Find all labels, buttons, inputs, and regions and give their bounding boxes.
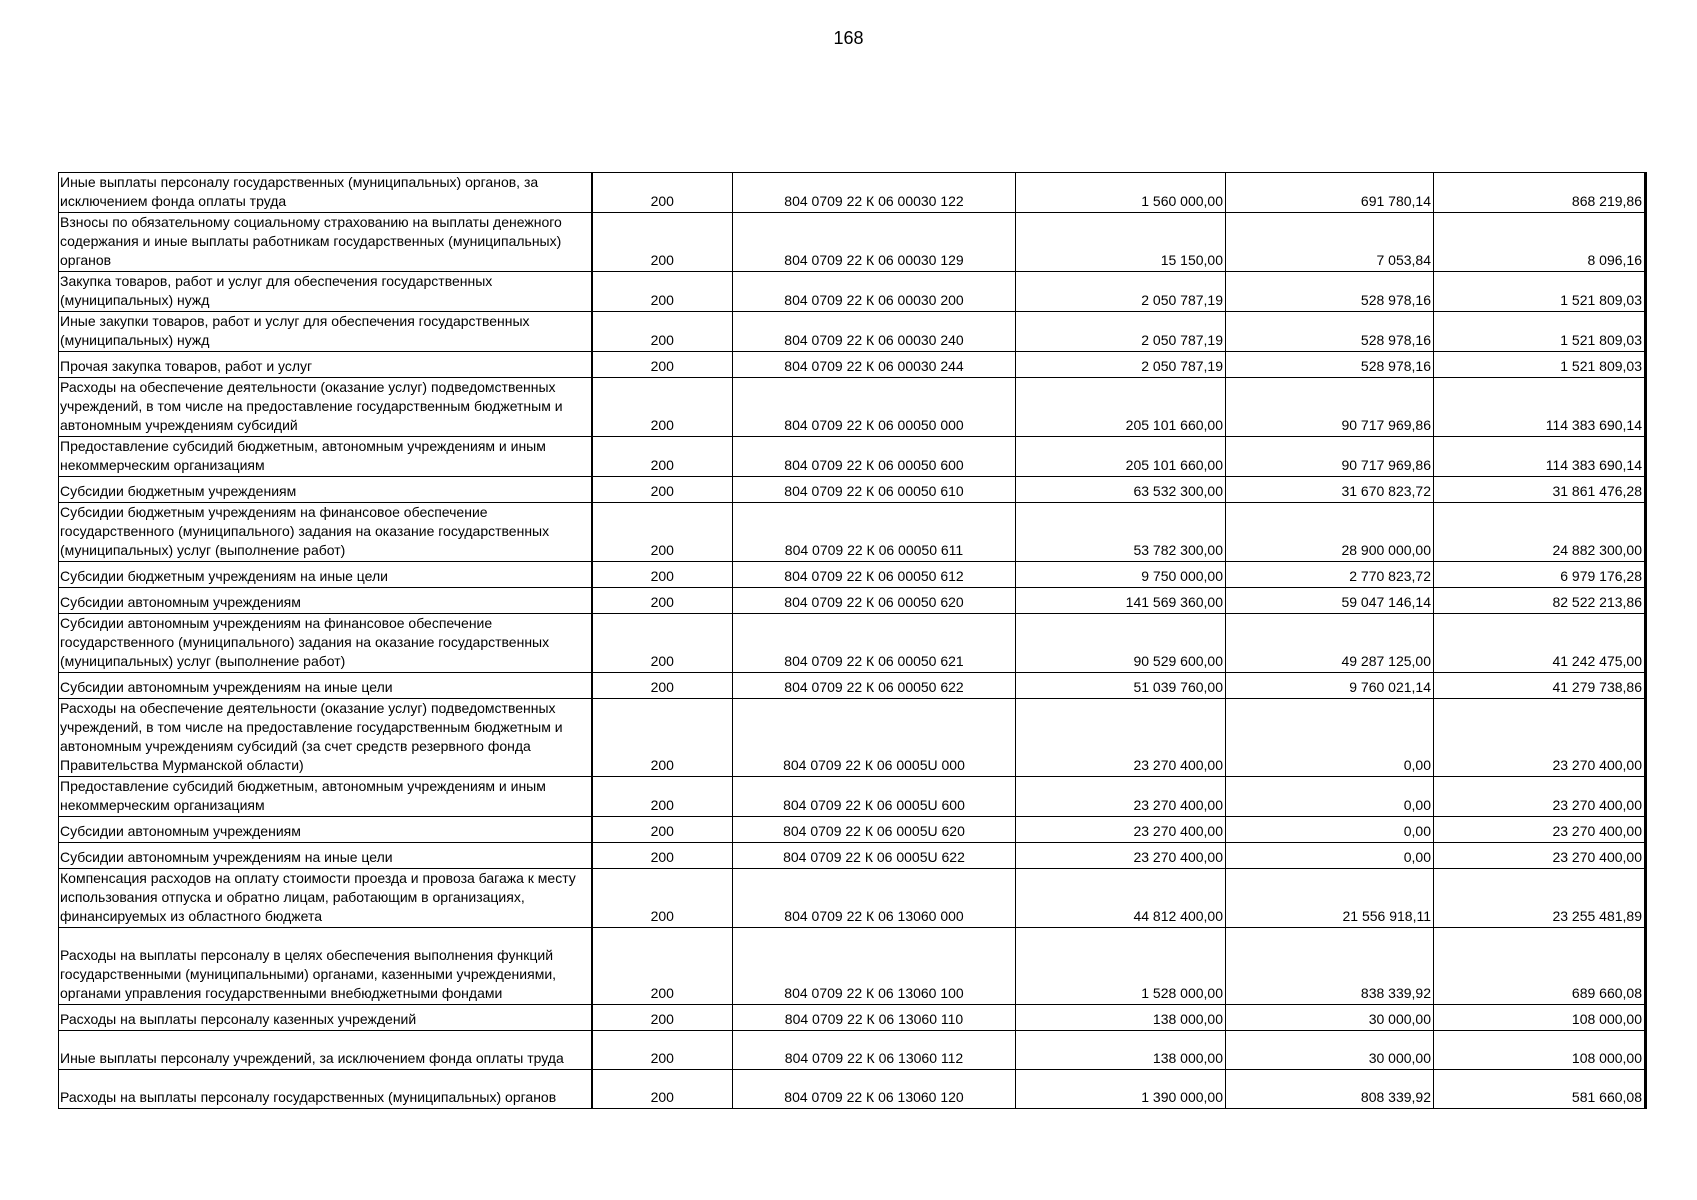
row-remaining-amount-cell: 6 979 176,28 (1434, 562, 1646, 588)
table-row (59, 614, 1646, 673)
row-executed-amount-cell: 528 978,16 (1226, 272, 1434, 312)
row-code-cell: 200 (592, 1031, 733, 1070)
row-approved-amount-cell: 2 050 787,19 (1016, 312, 1226, 352)
row-name-cell: Субсидии автономным учреждениям (59, 588, 592, 614)
row-remaining-amount-cell: 1 521 809,03 (1434, 272, 1646, 312)
row-executed-amount-cell: 0,00 (1226, 699, 1434, 777)
table-row (59, 699, 1646, 777)
row-approved-amount-cell: 44 812 400,00 (1016, 869, 1226, 928)
row-code-cell: 200 (592, 1005, 733, 1031)
row-code-cell: 200 (592, 503, 733, 562)
row-remaining-amount-cell: 114 383 690,14 (1434, 437, 1646, 477)
row-classification-code-cell: 804 0709 22 К 06 00030 200 (733, 272, 1016, 312)
row-name-cell: Компенсация расходов на оплату стоимости проезда и провоза багажа к месту использования отпуска и обратно лицам, работающим в организациях, финансируемых из областного бюджета (59, 869, 592, 928)
row-code-cell: 200 (592, 352, 733, 378)
row-executed-amount-cell: 59 047 146,14 (1226, 588, 1434, 614)
row-classification-code-cell: 804 0709 22 К 06 00050 620 (733, 588, 1016, 614)
row-classification-code-cell: 804 0709 22 К 06 00050 611 (733, 503, 1016, 562)
row-approved-amount-cell: 1 528 000,00 (1016, 928, 1226, 1005)
row-remaining-amount-cell: 581 660,08 (1434, 1070, 1646, 1109)
row-name-cell: Субсидии автономным учреждениям на иные цели (59, 843, 592, 869)
row-name-cell: Субсидии бюджетным учреждениям (59, 477, 592, 503)
row-remaining-amount-cell: 689 660,08 (1434, 928, 1646, 1005)
table-body (59, 173, 1646, 1109)
row-approved-amount-cell: 23 270 400,00 (1016, 817, 1226, 843)
row-executed-amount-cell: 21 556 918,11 (1226, 869, 1434, 928)
page-number: 168 (833, 28, 864, 48)
row-approved-amount-cell: 1 560 000,00 (1016, 173, 1226, 213)
table-row (59, 437, 1646, 477)
row-approved-amount-cell: 53 782 300,00 (1016, 503, 1226, 562)
row-remaining-amount-cell: 108 000,00 (1434, 1005, 1646, 1031)
row-approved-amount-cell: 1 390 000,00 (1016, 1070, 1226, 1109)
row-executed-amount-cell: 0,00 (1226, 777, 1434, 817)
row-name-cell: Расходы на выплаты персоналу государственных (муниципальных) органов (59, 1070, 592, 1109)
row-name-cell: Иные закупки товаров, работ и услуг для обеспечения государственных (муниципальных) нужд (59, 312, 592, 352)
row-remaining-amount-cell: 23 255 481,89 (1434, 869, 1646, 928)
row-approved-amount-cell: 138 000,00 (1016, 1031, 1226, 1070)
row-approved-amount-cell: 15 150,00 (1016, 213, 1226, 272)
row-classification-code-cell: 804 0709 22 К 06 00050 000 (733, 378, 1016, 437)
row-remaining-amount-cell: 41 242 475,00 (1434, 614, 1646, 673)
row-code-cell: 200 (592, 272, 733, 312)
row-executed-amount-cell: 30 000,00 (1226, 1031, 1434, 1070)
row-code-cell: 200 (592, 213, 733, 272)
row-classification-code-cell: 804 0709 22 К 06 13060 112 (733, 1031, 1016, 1070)
row-name-cell: Субсидии бюджетным учреждениям на финансовое обеспечение государственного (муниципального) задания на оказание государственных (муниципальных) услуг (выполнение работ) (59, 503, 592, 562)
row-name-cell: Прочая закупка товаров, работ и услуг (59, 352, 592, 378)
row-classification-code-cell: 804 0709 22 К 06 00050 610 (733, 477, 1016, 503)
row-approved-amount-cell: 63 532 300,00 (1016, 477, 1226, 503)
table-row (59, 562, 1646, 588)
row-executed-amount-cell: 0,00 (1226, 843, 1434, 869)
row-approved-amount-cell: 141 569 360,00 (1016, 588, 1226, 614)
table-row (59, 673, 1646, 699)
row-classification-code-cell: 804 0709 22 К 06 00030 122 (733, 173, 1016, 213)
table-row (59, 1005, 1646, 1031)
row-executed-amount-cell: 838 339,92 (1226, 928, 1434, 1005)
table-row (59, 843, 1646, 869)
row-code-cell: 200 (592, 562, 733, 588)
table-row (59, 817, 1646, 843)
row-remaining-amount-cell: 8 096,16 (1434, 213, 1646, 272)
row-executed-amount-cell: 528 978,16 (1226, 312, 1434, 352)
row-name-cell: Предоставление субсидий бюджетным, автономным учреждениям и иным некоммерческим организациям (59, 437, 592, 477)
row-name-cell: Расходы на выплаты персоналу в целях обеспечения выполнения функций государственными (муниципальными) органами, казенными учреждениями, органами управления государственными внебюджетными фондами (59, 928, 592, 1005)
row-approved-amount-cell: 23 270 400,00 (1016, 777, 1226, 817)
row-approved-amount-cell: 205 101 660,00 (1016, 378, 1226, 437)
row-classification-code-cell: 804 0709 22 К 06 00030 240 (733, 312, 1016, 352)
row-approved-amount-cell: 205 101 660,00 (1016, 437, 1226, 477)
table-row (59, 869, 1646, 928)
row-classification-code-cell: 804 0709 22 К 06 00050 621 (733, 614, 1016, 673)
row-name-cell: Расходы на выплаты персоналу казенных учреждений (59, 1005, 592, 1031)
row-remaining-amount-cell: 24 882 300,00 (1434, 503, 1646, 562)
row-executed-amount-cell: 808 339,92 (1226, 1070, 1434, 1109)
table-row (59, 272, 1646, 312)
row-approved-amount-cell: 23 270 400,00 (1016, 843, 1226, 869)
row-code-cell: 200 (592, 843, 733, 869)
row-name-cell: Закупка товаров, работ и услуг для обеспечения государственных (муниципальных) нужд (59, 272, 592, 312)
row-remaining-amount-cell: 108 000,00 (1434, 1031, 1646, 1070)
row-classification-code-cell: 804 0709 22 К 06 00050 622 (733, 673, 1016, 699)
row-classification-code-cell: 804 0709 22 К 06 0005U 000 (733, 699, 1016, 777)
row-executed-amount-cell: 90 717 969,86 (1226, 437, 1434, 477)
row-approved-amount-cell: 51 039 760,00 (1016, 673, 1226, 699)
row-approved-amount-cell: 2 050 787,19 (1016, 352, 1226, 378)
row-classification-code-cell: 804 0709 22 К 06 13060 110 (733, 1005, 1016, 1031)
table-row (59, 928, 1646, 1005)
row-classification-code-cell: 804 0709 22 К 06 13060 120 (733, 1070, 1016, 1109)
row-code-cell: 200 (592, 477, 733, 503)
row-executed-amount-cell: 0,00 (1226, 817, 1434, 843)
table-row (59, 173, 1646, 213)
row-approved-amount-cell: 23 270 400,00 (1016, 699, 1226, 777)
row-code-cell: 200 (592, 588, 733, 614)
row-code-cell: 200 (592, 817, 733, 843)
row-name-cell: Субсидии автономным учреждениям на финансовое обеспечение государственного (муниципального) задания на оказание государственных (муниципальных) услуг (выполнение работ) (59, 614, 592, 673)
row-classification-code-cell: 804 0709 22 К 06 13060 000 (733, 869, 1016, 928)
row-executed-amount-cell: 7 053,84 (1226, 213, 1434, 272)
row-remaining-amount-cell: 41 279 738,86 (1434, 673, 1646, 699)
row-classification-code-cell: 804 0709 22 К 06 13060 100 (733, 928, 1016, 1005)
row-classification-code-cell: 804 0709 22 К 06 00030 244 (733, 352, 1016, 378)
table-row (59, 352, 1646, 378)
row-executed-amount-cell: 691 780,14 (1226, 173, 1434, 213)
row-executed-amount-cell: 90 717 969,86 (1226, 378, 1434, 437)
row-code-cell: 200 (592, 437, 733, 477)
row-remaining-amount-cell: 23 270 400,00 (1434, 817, 1646, 843)
row-classification-code-cell: 804 0709 22 К 06 00050 612 (733, 562, 1016, 588)
table-row (59, 1070, 1646, 1109)
row-name-cell: Субсидии бюджетным учреждениям на иные цели (59, 562, 592, 588)
table-row (59, 777, 1646, 817)
row-code-cell: 200 (592, 673, 733, 699)
row-remaining-amount-cell: 23 270 400,00 (1434, 843, 1646, 869)
row-name-cell: Расходы на обеспечение деятельности (оказание услуг) подведомственных учреждений, в том числе на предоставление государственным бюджетным и автономным учреждениям субсидий (59, 378, 592, 437)
row-name-cell: Взносы по обязательному социальному страхованию на выплаты денежного содержания и иные выплаты работникам государственных (муниципальных) органов (59, 213, 592, 272)
row-remaining-amount-cell: 1 521 809,03 (1434, 312, 1646, 352)
row-remaining-amount-cell: 868 219,86 (1434, 173, 1646, 213)
row-executed-amount-cell: 2 770 823,72 (1226, 562, 1434, 588)
row-code-cell: 200 (592, 614, 733, 673)
row-approved-amount-cell: 90 529 600,00 (1016, 614, 1226, 673)
row-classification-code-cell: 804 0709 22 К 06 0005U 600 (733, 777, 1016, 817)
row-name-cell: Предоставление субсидий бюджетным, автономным учреждениям и иным некоммерческим организациям (59, 777, 592, 817)
row-executed-amount-cell: 28 900 000,00 (1226, 503, 1434, 562)
row-code-cell: 200 (592, 699, 733, 777)
row-executed-amount-cell: 31 670 823,72 (1226, 477, 1434, 503)
row-approved-amount-cell: 2 050 787,19 (1016, 272, 1226, 312)
row-executed-amount-cell: 9 760 021,14 (1226, 673, 1434, 699)
row-code-cell: 200 (592, 378, 733, 437)
table-row (59, 503, 1646, 562)
row-name-cell: Субсидии автономным учреждениям (59, 817, 592, 843)
row-remaining-amount-cell: 23 270 400,00 (1434, 777, 1646, 817)
row-classification-code-cell: 804 0709 22 К 06 00030 129 (733, 213, 1016, 272)
row-classification-code-cell: 804 0709 22 К 06 00050 600 (733, 437, 1016, 477)
row-name-cell: Иные выплаты персоналу государственных (муниципальных) органов, за исключением фонда оплаты труда (59, 173, 592, 213)
row-executed-amount-cell: 528 978,16 (1226, 352, 1434, 378)
row-approved-amount-cell: 138 000,00 (1016, 1005, 1226, 1031)
table-row (59, 312, 1646, 352)
row-name-cell: Субсидии автономным учреждениям на иные цели (59, 673, 592, 699)
row-classification-code-cell: 804 0709 22 К 06 0005U 622 (733, 843, 1016, 869)
row-executed-amount-cell: 30 000,00 (1226, 1005, 1434, 1031)
row-code-cell: 200 (592, 869, 733, 928)
table-row (59, 588, 1646, 614)
row-code-cell: 200 (592, 312, 733, 352)
row-code-cell: 200 (592, 777, 733, 817)
table-row (59, 477, 1646, 503)
budget-execution-table (58, 172, 1647, 1109)
row-name-cell: Расходы на обеспечение деятельности (оказание услуг) подведомственных учреждений, в том числе на предоставление государственным бюджетным и автономным учреждениям субсидий (за счет средств резервного фонда Правительства Мурманской области) (59, 699, 592, 777)
row-code-cell: 200 (592, 928, 733, 1005)
table-row (59, 213, 1646, 272)
row-executed-amount-cell: 49 287 125,00 (1226, 614, 1434, 673)
row-remaining-amount-cell: 1 521 809,03 (1434, 352, 1646, 378)
row-name-cell: Иные выплаты персоналу учреждений, за исключением фонда оплаты труда (59, 1031, 592, 1070)
row-remaining-amount-cell: 82 522 213,86 (1434, 588, 1646, 614)
row-remaining-amount-cell: 31 861 476,28 (1434, 477, 1646, 503)
row-classification-code-cell: 804 0709 22 К 06 0005U 620 (733, 817, 1016, 843)
row-approved-amount-cell: 9 750 000,00 (1016, 562, 1226, 588)
table-row (59, 378, 1646, 437)
row-remaining-amount-cell: 114 383 690,14 (1434, 378, 1646, 437)
row-code-cell: 200 (592, 173, 733, 213)
table-row (59, 1031, 1646, 1070)
row-remaining-amount-cell: 23 270 400,00 (1434, 699, 1646, 777)
row-code-cell: 200 (592, 1070, 733, 1109)
